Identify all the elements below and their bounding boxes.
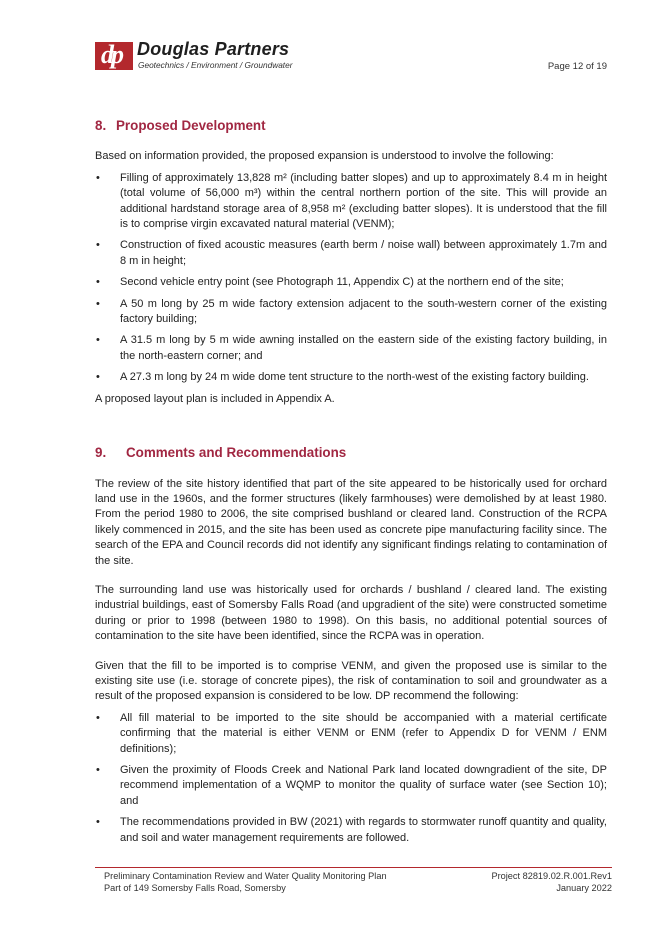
section-9-number: 9. (95, 445, 107, 461)
bullet-icon: • (96, 334, 100, 347)
list-item: • Second vehicle entry point (see Photograph 11, Appendix C) at the northern end of the site; (95, 275, 607, 290)
section-9-title: Comments and Recommendations (126, 445, 347, 461)
page-header (95, 40, 615, 74)
bullet-icon: • (96, 297, 100, 310)
bullet-icon: • (96, 816, 100, 829)
section-8-heading (95, 118, 607, 133)
list-item: • A 27.3 m long by 24 m wide dome tent structure to the north-west of the existing factory building. (95, 370, 607, 385)
bullet-icon: • (96, 239, 100, 252)
recommendations-list (95, 711, 607, 846)
list-item: • A 50 m long by 25 m wide factory extension adjacent to the south-western corner of the existing factory building; (96, 297, 607, 326)
list-item: • Given the proximity of Floods Creek and National Park land located downgradient of the site, DP recommend implementation of a WQMP to monitor the quality of surface water (see Section 10); and (96, 764, 607, 807)
footer-site: Part of 149 Somersby Falls Road, Somersby (104, 882, 286, 893)
footer-project: Project 82819.02.R.001.Rev1 (491, 871, 612, 881)
bullet-icon: • (96, 171, 100, 184)
section-9-paragraph: Given that the fill to be imported is to comprise VENM, and given the proposed use is similar to the existing site use (i.e. storage of concrete pipes), the risk of contamination to soil and groundwater as a result of the proposed expansion is considered to be low. DP recommend the following: (95, 659, 607, 703)
brand-tagline: Geotechnics / Environment / Groundwater (138, 60, 293, 70)
footer-date: January 2022 (556, 882, 612, 893)
page-number: Page 12 of 19 (547, 61, 607, 72)
development-list (95, 171, 607, 386)
bullet-icon: • (96, 711, 100, 724)
document-body (95, 118, 607, 846)
douglas-partners-logo-icon: dp (95, 42, 133, 70)
footer-left (104, 871, 387, 894)
list-item: • Filling of approximately 13,828 m² (including batter slopes) and up to approximately 8.4 m in height (total volume of 56,000 m³) within the central northern portion of the site. This will provide an additional hardstand storage area of 8,958 m² (excluding batter slopes). It is understood that the fill is to comprise virgin excavated natural material (VENM); (96, 171, 607, 231)
section-8-title: Proposed Development (116, 118, 266, 133)
list-item: • A 31.5 m long by 5 m wide awning installed on the eastern side of the existing factory building, in the north-eastern corner; and (96, 334, 607, 362)
footer-right (491, 871, 612, 894)
bullet-icon: • (96, 371, 100, 384)
list-item: • All fill material to be imported to the site should be accompanied with a material certificate confirming that the material is either VENM or ENM (refer to Appendix D for VENM / ENM definitions); (96, 711, 607, 755)
list-item: • Construction of fixed acoustic measures (earth berm / noise wall) between approximately 1.7m and 8 m in height; (96, 239, 607, 267)
bullet-icon: • (96, 276, 100, 289)
section-8-intro: Based on information provided, the proposed expansion is understood to involve the following: (95, 150, 554, 163)
list-item: • The recommendations provided in BW (2021) with regards to stormwater runoff quantity and quality, and soil and water management requirements are followed. (96, 816, 607, 844)
bullet-icon: • (96, 764, 100, 776)
section-9-paragraph: The surrounding land use was historically used for orchards / bushland / cleared land. The existing industrial buildings, east of Somersby Falls Road (and upgradient of the site) were constructed sometime during or prior to 1998 (between 1980 to 1998). On this basis, no additional potential sources of contamination to the site have been identified, since the RCPA was in operation. (95, 583, 607, 643)
footer-divider (95, 867, 612, 868)
section-9-heading (95, 445, 607, 460)
section-8-number: 8. (95, 118, 107, 133)
footer-doc-title: Preliminary Contamination Review and Water Quality Monitoring Plan (104, 871, 387, 881)
section-9-paragraph: The review of the site history identified that part of the site appeared to be historically used for orchard land use in the 1960s, and the former structures (likely farmhouses) were demolished by at least 1980. From the period 1980 to 2006, the site comprised bushland or cleared land. Construction of the RCPA likely commenced in 2015, and the site has been used as concrete pipe manufacturing facility since. The search of the EPA and Council records did not identify any significant findings relating to contamination of the site. (95, 477, 607, 567)
brand-name: Douglas Partners (137, 39, 290, 59)
section-8-closing: A proposed layout plan is included in Appendix A. (95, 392, 335, 405)
